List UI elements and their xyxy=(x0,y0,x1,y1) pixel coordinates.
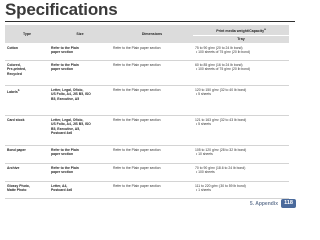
size-text: Refer to the Plain xyxy=(51,148,79,152)
column-header-size: Size xyxy=(49,25,111,44)
capacity-text: • 100 sheets of 75 g/m² (20 lb bond) xyxy=(196,50,250,55)
print-media-cell xyxy=(193,44,289,61)
type-label: Labels xyxy=(7,90,18,95)
type-cell xyxy=(5,61,49,86)
type-text: Card stock xyxy=(7,118,25,122)
section-label: 5. Appendix xyxy=(249,201,278,207)
capacity-text: • 10 sheets xyxy=(196,152,213,157)
table-row xyxy=(5,116,289,146)
weight-text: 105 to 120 g/m² (28 to 32 lb bond) xyxy=(195,148,247,152)
size-text: paper section xyxy=(51,67,74,72)
size-text: Refer to the Plain xyxy=(51,166,79,170)
dimensions-cell: Refer to the Plain paper section xyxy=(111,164,193,182)
dimensions-cell: Refer to the Plain paper section xyxy=(111,116,193,146)
print-media-header-text: Print media weight/Capacity xyxy=(216,28,265,33)
size-text: Letter, Legal, Oficio, xyxy=(51,118,84,122)
size-text: Refer to the Plain xyxy=(51,46,79,50)
size-cell xyxy=(49,61,111,86)
size-text: US Folio, A4, JIS B5, ISO xyxy=(51,92,91,97)
dimensions-cell: Refer to the Plain paper section xyxy=(111,86,193,116)
type-cell xyxy=(5,116,49,146)
type-text: Cotton xyxy=(7,46,18,50)
type-cell xyxy=(5,86,49,116)
size-text: B5, Executive, A5 xyxy=(51,96,80,101)
type-cell xyxy=(5,44,49,61)
print-media-cell xyxy=(193,146,289,164)
size-text: US Folio, A4, JIS B5, ISO xyxy=(51,122,91,127)
print-media-cell xyxy=(193,86,289,116)
footnote-marker: a xyxy=(264,26,266,31)
title-divider xyxy=(5,21,295,22)
column-header-print-media xyxy=(193,25,289,36)
capacity-text: • 1 sheets xyxy=(196,188,211,193)
column-header-type: Type xyxy=(5,25,49,44)
capacity-text: • 5 sheets xyxy=(196,92,211,97)
size-text: B5, Executive, A5, xyxy=(51,126,81,131)
size-text: paper section xyxy=(51,50,74,55)
type-text: Matte Photo xyxy=(7,188,27,193)
type-text: Glossy Photo, xyxy=(7,184,30,188)
column-header-tray: Tray xyxy=(193,36,289,44)
size-cell xyxy=(49,116,111,146)
weight-text: 120 to 150 g/m² (32 to 40 lb bond) xyxy=(195,88,247,92)
size-cell xyxy=(49,86,111,116)
type-text: Colored, xyxy=(7,63,21,67)
table-row xyxy=(5,44,289,61)
print-media-cell xyxy=(193,116,289,146)
page-title: Specifications xyxy=(5,0,118,19)
size-cell xyxy=(49,44,111,61)
dimensions-cell: Refer to the Plain paper section xyxy=(111,61,193,86)
dimensions-cell: Refer to the Plain paper section xyxy=(111,182,193,199)
table-row xyxy=(5,164,289,182)
size-text: paper section xyxy=(51,170,74,175)
table-row xyxy=(5,86,289,116)
dimensions-cell: Refer to the Plain paper section xyxy=(111,146,193,164)
footnote-marker: b xyxy=(17,88,20,92)
size-text: Refer to the Plain xyxy=(51,63,79,67)
column-header-dimensions: Dimensions xyxy=(111,25,193,44)
dimensions-cell: Refer to the Plain paper section xyxy=(111,44,193,61)
type-cell xyxy=(5,164,49,182)
type-cell xyxy=(5,182,49,199)
weight-text: 121 to 163 g/m² (32 to 43 lb bond) xyxy=(195,118,247,122)
type-cell xyxy=(5,146,49,164)
size-cell xyxy=(49,164,111,182)
size-cell xyxy=(49,146,111,164)
print-media-cell xyxy=(193,164,289,182)
weight-text: 75 to 90 g/m² (20 to 24 lb bond) xyxy=(195,46,243,50)
table-row xyxy=(5,61,289,86)
table-row xyxy=(5,182,289,199)
size-cell xyxy=(49,182,111,199)
type-text: Bond paper xyxy=(7,148,26,152)
type-text: Archive xyxy=(7,166,20,170)
weight-text: 70 to 90 g/m² (18.6 to 24 lb bond) xyxy=(195,166,246,170)
size-text: Letter, A4, xyxy=(51,184,68,188)
size-text: Postcard 4x6 xyxy=(51,188,73,193)
size-text: Letter, Legal, Oficio, xyxy=(51,88,84,92)
type-text: Pre-printed, xyxy=(7,67,27,72)
print-media-cell xyxy=(193,61,289,86)
size-text: Postcard 4x6 xyxy=(51,131,73,136)
print-media-cell xyxy=(193,182,289,199)
size-text: paper section xyxy=(51,152,74,157)
type-text: Recycled xyxy=(7,71,22,76)
capacity-text: • 100 sheets xyxy=(196,170,215,175)
page-number-badge: 118 xyxy=(281,199,296,208)
type-text xyxy=(7,88,47,95)
table-row xyxy=(5,146,289,164)
capacity-text: • 100 sheets of 75 g/m² (20 lb bond) xyxy=(196,67,250,72)
weight-text: 111 to 220 g/m² (30 to 59 lb bond) xyxy=(195,184,246,188)
weight-text: 60 to 85 g/m² (16 to 24 lb bond) xyxy=(195,63,243,67)
specifications-table xyxy=(5,25,289,199)
capacity-text: • 5 sheets xyxy=(196,122,211,127)
